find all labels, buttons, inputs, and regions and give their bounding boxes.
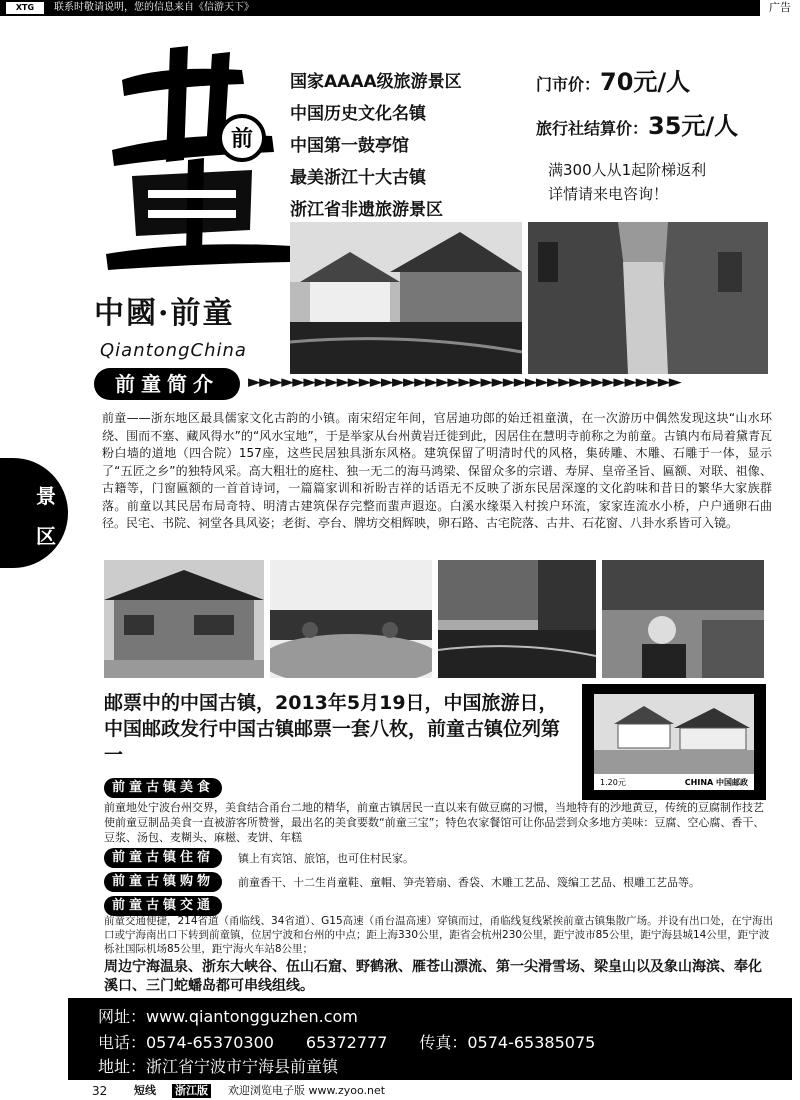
side-tab-char-1: 景	[36, 484, 56, 508]
transport-section-text: 前童交通便捷，214省道（甬临线、34省道）、G15高速（甬台温高速）穿镇而过，甬临线复线紧挨前童古镇集散广场。并设有出口处，在宁海出口或宁海南出口下转到前童镇，位居宁波和台州的中点；距上海330公里，距省会杭州230公里，距宁波市85公里，距宁海县城14公里，距宁波栎社国际机场85公里，距宁海火车站8公里；	[104, 915, 774, 955]
slogan-item: 浙江省非遗旅游景区	[290, 200, 443, 220]
stamp-headline: 邮票中的中国古镇，2013年5月19日，中国旅游日，中国邮政发行中国古镇邮票一套八枚，前童古镇位列第一	[104, 692, 561, 766]
agency-price	[536, 106, 738, 141]
ticket-price-label: 门市价：	[536, 75, 601, 94]
nearby-attractions: 周边宁海温泉、浙东大峡谷、伍山石窟、野鹤湫、雁苍山漂流、第一尖滑雪场、梁皇山以及象山海滨、奉化溪口、三门蛇蟠岛都可串线组线。	[104, 959, 762, 994]
stamp-image	[582, 684, 766, 800]
slogan-item: 国家AAAA级旅游景区	[290, 72, 462, 92]
publisher-logo: XTG	[6, 2, 44, 14]
section-side-tab	[0, 458, 68, 568]
logo-english-name: QiantongChina	[100, 340, 247, 361]
footer-brand: 短线	[134, 1084, 156, 1097]
intro-heading: 前童简介	[94, 368, 240, 400]
address: 地址：浙江省宁波市宁海县前童镇	[98, 1057, 339, 1076]
footer-edition: 浙江版	[172, 1084, 211, 1098]
logo-chinese-name: 中國·前童	[94, 296, 235, 331]
ad-tag: 广告	[759, 0, 800, 16]
discount-line-1: 满300人从1起阶梯返利	[548, 161, 707, 179]
phone-fax: 电话：0574-65370300 65372777 传真：0574-65385075	[98, 1033, 596, 1052]
slogan-item: 中国第一鼓亭馆	[290, 136, 409, 156]
slogan-item: 最美浙江十大古镇	[290, 168, 426, 188]
photo-villager	[602, 560, 764, 678]
food-section-label: 前童古镇美食	[104, 778, 222, 798]
slogan-list	[290, 66, 530, 226]
discount-line-2: 详情请来电咨询！	[548, 185, 669, 203]
discount-note	[548, 158, 706, 206]
page-footer	[68, 1082, 792, 1100]
agency-price-label: 旅行社结算价：	[536, 119, 649, 138]
stamp-brand: CHINA 中国邮政	[684, 778, 748, 787]
seal-char: 前	[230, 126, 254, 152]
photo-canal-houses	[290, 222, 522, 374]
shopping-section-text: 前童香干、十二生肖童鞋、童帽、笋壳箬扇、香袋、木雕工艺品、篾编工艺品、根雕工艺品等。	[238, 876, 700, 889]
arrow-divider: ►►►►►►►►►►►►►►►►►►►►►►►►►►►►►►►►►►►►►►►	[248, 372, 680, 392]
side-tab-char-2: 区	[36, 524, 56, 548]
slogan-item: 中国历史文化名镇	[290, 104, 426, 124]
photo-courtyard-house	[104, 560, 264, 678]
top-banner	[0, 0, 800, 16]
contact-block	[68, 998, 792, 1080]
agency-price-value: 35元/人	[648, 112, 739, 140]
calligraphy-logo	[92, 40, 302, 270]
lodging-section-label: 前童古镇住宿	[104, 848, 222, 868]
food-section-text: 前童地处宁波台州交界，美食结合甬台二地的精华，前童古镇居民一直以来有做豆腐的习惯，当地特有的沙地黄豆，传统的豆腐制作技艺使前童豆制品美食一直被游客所赞誉，最出名的美食要数“前童三宝”；特色农家餐馆可让你品尝到众多地方美味：豆腐、空心腐、香干、豆浆、汤包、麦糊头、麻糍、麦饼、年糕	[104, 801, 765, 844]
photo-stream	[438, 560, 596, 678]
photo-old-street	[528, 222, 768, 374]
source-note: 联系时敬请说明，您的信息来自《信游天下》	[54, 2, 254, 13]
transport-section-label: 前童古镇交通	[104, 896, 222, 916]
stamp-value: 1.20元	[600, 778, 626, 787]
website-link[interactable]: 网址：www.qiantongguzhen.com	[98, 1007, 358, 1026]
page-number: 32	[92, 1084, 108, 1098]
photo-square	[270, 560, 432, 678]
lodging-section-text: 镇上有宾馆、旅馆，也可住村民家。	[238, 852, 414, 865]
shopping-section-label: 前童古镇购物	[104, 872, 222, 892]
intro-text: 前童——浙东地区最具儒家文化古韵的小镇。南宋绍定年间，官居迪功郎的始迁祖童潢，在一次游历中偶然发现这块“山水环绕、围而不塞、藏风得水”的“风水宝地”，于是举家从台州黄岩迁徙到此，因居住在慧明寺前称之为前童。古镇内布局着黛青瓦粉白墙的道地（四合院）157座，这些民居独具浙东风格。建筑保留了明清时代的风格，集砖雕、木雕、石雕于一体，显示了“五匠之乡”的独特风采。高大粗壮的庭柱、独一无二的海马鸿梁、保留众多的宗谱、寿屏、皇帝圣旨、匾额、对联、祖像、古籍等，门窗匾额的一首首诗词，一篇篇家训和祈盼吉祥的话语无不反映了浙东民居深邃的文化韵味和昔日的繁华大家族群落。前童以其民居布局奇特、明清古建筑保存完整而蜚声遐迩。白溪水缘渠入村挨户环流，家家连流水小桥，户户通卵石曲径。民宅、书院、祠堂各具风姿；老街、亭台、牌坊交相辉映，卵石路、古宅院落、古井、石花窗、八卦水系皆可入镜。	[102, 411, 772, 530]
ticket-price	[536, 62, 690, 97]
ticket-price-value: 70元/人	[600, 68, 691, 96]
footer-note[interactable]: 欢迎浏览电子版 www.zyoo.net	[228, 1084, 386, 1097]
